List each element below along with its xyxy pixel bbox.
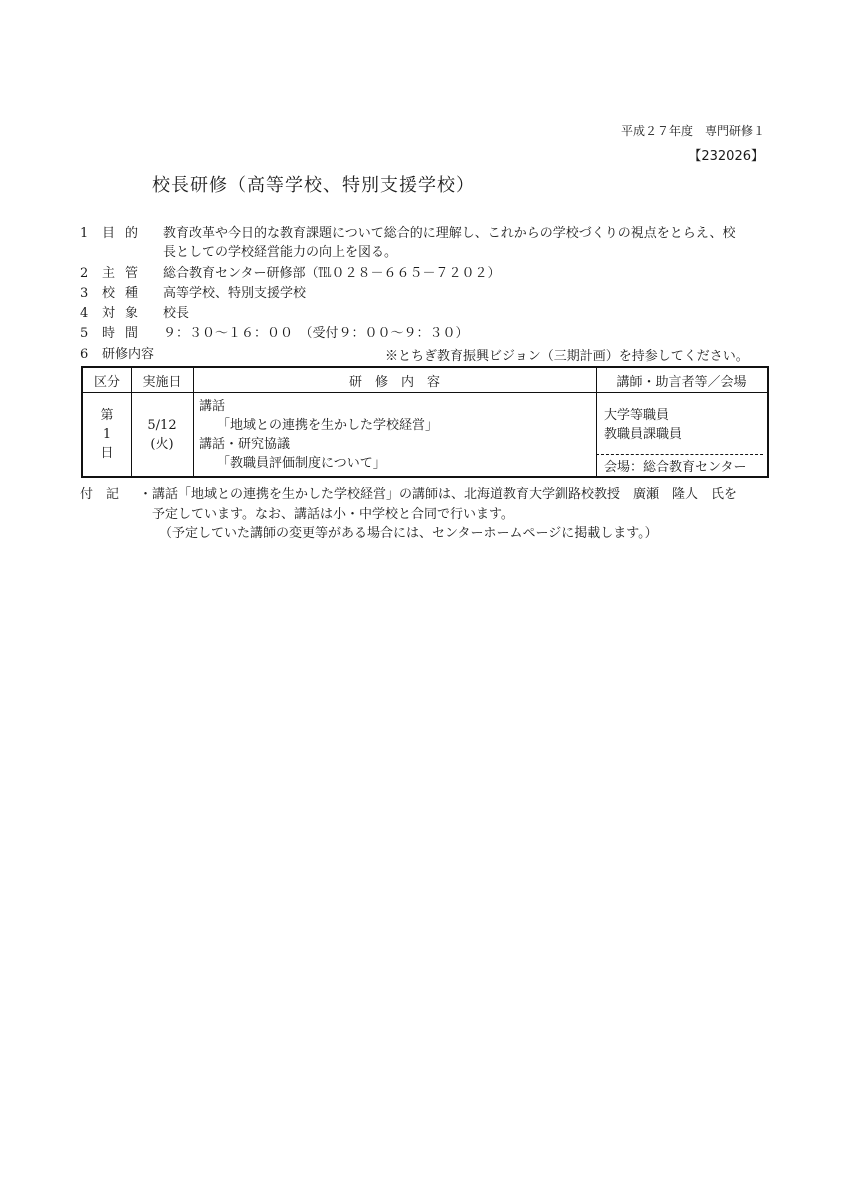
date-cell bbox=[131, 416, 193, 454]
notes-line: ・講話「地域との連携を生かした学校経営」の講師は、北海道教育大学釧路校教授 廣瀬 隆人 氏を bbox=[139, 487, 738, 502]
year-label: 平成２７年度 専門研修１ bbox=[620, 124, 765, 138]
session-title: 「教職員評価制度について」 bbox=[217, 456, 386, 471]
item-label: 研修内容 bbox=[102, 347, 155, 362]
date-text: (火) bbox=[150, 437, 174, 452]
course-code: 【232026】 bbox=[688, 149, 764, 164]
notes-line: 予定しています。なお、講話は小・中学校と合同で行います。 bbox=[152, 507, 514, 522]
venue-divider bbox=[596, 454, 763, 455]
table-divider bbox=[83, 392, 767, 393]
item-value: 校長 bbox=[163, 306, 190, 321]
item-label: 対象 bbox=[102, 306, 149, 321]
division-text: 第 bbox=[100, 408, 114, 423]
page-title: 校長研修（高等学校、特別支援学校） bbox=[152, 175, 475, 196]
contents-cell bbox=[199, 397, 438, 473]
item-number: 3 bbox=[80, 286, 89, 301]
item-number: 6 bbox=[80, 347, 89, 362]
session-type: 講話 bbox=[199, 399, 226, 414]
item-value: ９：３０～１６：００ （受付９：００～９：３０） bbox=[163, 326, 469, 341]
notes-line: （予定していた講師の変更等がある場合には、センターホームページに掲載します。） bbox=[159, 526, 658, 541]
schedule-table bbox=[81, 366, 769, 478]
item-label: 目的 bbox=[102, 226, 149, 241]
item-label: 校種 bbox=[102, 286, 149, 301]
header-date: 実施日 bbox=[142, 375, 182, 390]
item-label: 時間 bbox=[102, 326, 149, 341]
item-value: 総合教育センター研修部（℡０２８－６６５－７２０２） bbox=[163, 266, 501, 281]
item-number: 4 bbox=[80, 306, 89, 321]
session-title: 「地域との連携を生かした学校経営」 bbox=[217, 418, 439, 433]
venue-text: 会場：総合教育センター bbox=[604, 460, 747, 475]
division-text: 日 bbox=[100, 446, 114, 461]
date-text: 5/12 bbox=[147, 418, 177, 433]
lecturer-text: 教職員課職員 bbox=[604, 427, 683, 442]
item-value: 教育改革や今日的な教育課題について総合的に理解し、これからの学校づくりの視点をとらえ、校 bbox=[163, 226, 736, 241]
item-value: 長としての学校経営能力の向上を図る。 bbox=[163, 245, 398, 260]
item-value: 高等学校、特別支援学校 bbox=[163, 286, 307, 301]
lecturer-text: 大学等職員 bbox=[604, 408, 670, 423]
lecturer-cell bbox=[604, 406, 682, 444]
item-label: 主管 bbox=[102, 266, 149, 281]
item-number: 1 bbox=[80, 226, 89, 241]
division-cell bbox=[83, 406, 131, 463]
header-contents: 研 修 内 容 bbox=[348, 375, 440, 390]
item-number: 2 bbox=[80, 266, 89, 281]
header-lecturer: 講師・助言者等／会場 bbox=[616, 375, 747, 390]
division-text: 1 bbox=[102, 427, 112, 442]
bring-notice: ※とちぎ教育振興ビジョン（三期計画）を持参してください。 bbox=[385, 349, 749, 364]
notes-label: 付 記 bbox=[80, 487, 120, 502]
header-division: 区分 bbox=[93, 375, 120, 390]
session-type: 講話・研究協議 bbox=[199, 437, 291, 452]
item-number: 5 bbox=[80, 326, 89, 341]
